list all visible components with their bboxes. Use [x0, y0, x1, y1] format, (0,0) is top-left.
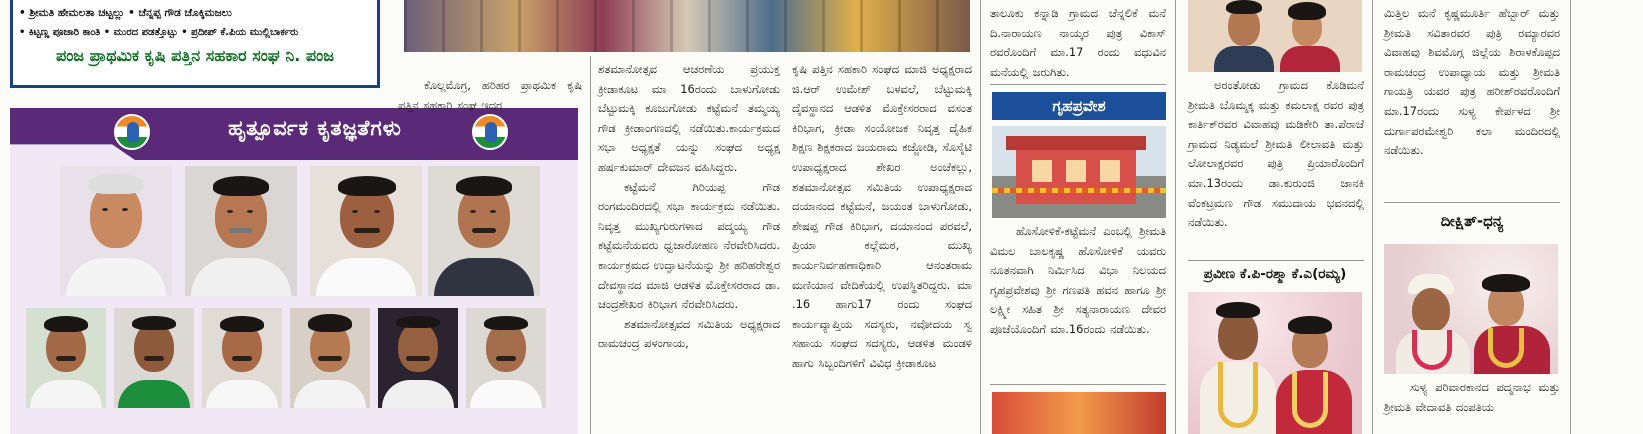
- article-paragraph: ಹೊಸೋಳಿಕೆ-ಕಟ್ಟೆಮನೆ ಎಂಬಲ್ಲಿ ಶ್ರೀಮತಿ ವಿಮಲ ಬಾಲಕೃಷ್ಣ ಹೊಸೋಳಿಕೆ ಯವರು ನೂತನವಾಗಿ ನಿರ್ಮಿಸಿದ ವಿಭಾ ನಿಲಯದ ಗೃಹಪ್ರವೇಶವು ಶ್ರೀ ಗಣಪತಿ ಹವನ ಹಾಗೂ ಶ್ರೀ ಲಕ್ಷ್ಮೀ ಸಹಿತ ಶ್ರೀ ಸತ್ಯನಾರಾಯಣ ದೇವರ ಪೂಜೆಯೊಂದಿಗೆ ಮಾ.16ರಂದು ನಡೆಯಿತು.: [990, 224, 1166, 336]
- col5-divider: [1188, 260, 1364, 261]
- article-paragraph: ಕೊಲ್ಲಮೊಗ್ರ, ಹರಿಹರ ಪ್ರಾಥಮಿಕ ಕೃಷಿ ಪತ್ತಿನ ಸಹಕಾರಿ ಸಂಘ ಇದರ: [398, 78, 582, 112]
- article-paragraph: ತಾಲೂಕು ಕನ್ನಾಡಿ ಗ್ರಾಮದ ಚೆನ್ನಲಿಕೆ ಮನೆ ದಿ.ನಾರಾಯಣ ನಾಯ್ಕರ ಪುತ್ರ ವಿಕಾಸ್ ರವರೊಂದಿಗೆ ಮಾ.17 ರಂದು ವಧುವಿನ ಮನೆಯಲ್ಲಿ ಜರುಗಿತು.: [990, 6, 1166, 79]
- article-col-5: [1188, 76, 1364, 233]
- couple-heading-dikshith: ದೀಕ್ಷಿತ್-ಧನ್ಯ: [1440, 212, 1504, 230]
- article-paragraph: ಅರಂತೋಡು ಗ್ರಾಮದ ಕೊಡಿಮನೆ ಶ್ರೀಮತಿ ಬೊಮ್ಮಕ್ಕ ಮತ್ತು ಕಮಲಾಕ್ಷ ರವರ ಪುತ್ರ ಕಾರ್ತಿಕ್‌ರವರ ವಿವಾಹವು ಮಡಿಕೇರಿ ತಾ.ಪೆರಾಜೆ ಗ್ರಾಮದ ನಿಡ್ಯಮಲೆ ಶ್ರೀಮತಿ ಲೀಲಾವತಿ ಮತ್ತು ಲೋಲಾಕ್ಷರವರ ಪುತ್ರಿ ಪ್ರಿಯಾರೊಂದಿಗೆ ಮಾ.13ರಂದು ಡಾ.ಕುರುಂಜಿ ಜಾನಕಿ ವೆಂಕಟ್ರಮಣ ಗೌಡ ಸಮುದಾಯ ಭವನದಲ್ಲಿ ನಡೆಯಿತು.: [1188, 78, 1364, 230]
- thanks-banner-text: ಹೃತ್ಪೂರ್ವಕ ಕೃತಜ್ಞತೆಗಳು: [228, 116, 402, 140]
- congress-hand-icon: [114, 114, 150, 150]
- leader-portrait-7: [202, 308, 282, 408]
- col4-next-photo: [992, 392, 1166, 434]
- ad-society-title: ಪಂಜ ಪ್ರಾಥಮಿಕ ಕೃಷಿ ಪತ್ತಿನ ಸಹಕಾರ ಸಂಘ ನಿ. ಪಂಜ: [55, 46, 335, 65]
- leader-portrait-10: [466, 308, 546, 408]
- article-paragraph: ಮಿತ್ತಿಲ ಮನೆ ಕೃಷ್ಣಮೂರ್ತಿ ಹೆಬ್ಬಾರ್ ಮತ್ತು ಶ್ರೀಮತಿ ಸವಿತಾರವರ ಪುತ್ರಿ ರಮ್ಯಾರವರ ವಿವಾಹವು ಶಿವಮೊಗ್ಗ ಜಿಲ್ಲೆಯ ಶಿರಾಳಕೊಪ್ಪದ ರಾಮಚಂದ್ರ ಉಪಾಧ್ಯಾಯ ಮತ್ತು ಶ್ರೀಮತಿ ಗಾಯತ್ರಿ ಯವರ ಪುತ್ರ ಹರೀಶ್‌ರವರೊಂದಿಗೆ ಮಾ.17ರಂದು ಸುಳ್ಯ ಕೇರ್ಪಳದ ಶ್ರೀ ದುರ್ಗಾಪರಮೇಶ್ವರಿ ಕಲಾ ಮಂದಿರದಲ್ಲಿ ನಡೆಯಿತು.: [1384, 6, 1560, 158]
- article-col-1: [398, 76, 582, 115]
- article-paragraph: ಶತಮಾನೋತ್ಸವದ ಸಮಿತಿಯ ಅಧ್ಯಕ್ಷರಾದ ರಾಮಚಂದ್ರ ಪಳಂಗಾಯ,: [598, 316, 780, 351]
- leader-portrait-5: [26, 308, 106, 408]
- ad-members-line-1: • ಶ್ರೀಮತಿ ಹೇಮಲತಾ ಚಟ್ಟಲ್ಲು • ಚೆನ್ನಪ್ಪ ಗೌಡ ಚೊಕ್ಕಿಮಜಲು: [19, 7, 232, 19]
- article-col-2: [598, 60, 780, 354]
- article-paragraph: ಕಟ್ಟೆಮನೆ ಗಿರಿಯಪ್ಪ ಗೌಡ ರಂಗಮಂದಿರದಲ್ಲಿ ಸಭಾ ಕಾರ್ಯಕ್ರಮ ನಡೆಯಿತು. ನಿವೃತ್ತ ಮುಖ್ಯಗುರುಗಳಾದ ಪದ್ಮಯ್ಯ ಗೌಡ ಕಟ್ಟೆಮನೆಯವರು ಧ್ವಜಾರೋಹಣ ನೆರವೇರಿಸಿದರು. ಕಾರ್ಯಕ್ರಮದ ಉದ್ಘಾಟನೆಯನ್ನು ಶ್ರೀ ಹರಿಹರೇಶ್ವರ ದೇವಸ್ಥಾನದ ಮಾಜಿ ಆಡಳಿತ ಮೊಕ್ತೇಸರರಾದ ಡಾ. ಚಂದ್ರಶೇಖರ ಕಿರಿಭಾಗ ನೆರವೇರಿಸಿದರು.: [598, 179, 780, 312]
- leader-portrait-9: [378, 308, 458, 408]
- article-col-3: [792, 60, 972, 374]
- wedding-photo-top: [1188, 0, 1362, 72]
- event-photo-top: [404, 0, 970, 52]
- society-ad: [10, 0, 380, 88]
- leader-portrait-6: [114, 308, 194, 408]
- article-col-6-bottom: [1384, 378, 1560, 417]
- thanks-ad: [10, 108, 578, 434]
- wedding-photo-dikshith: [1384, 244, 1558, 374]
- article-col-4-top: [990, 4, 1166, 82]
- leader-portrait-2: [185, 166, 297, 296]
- leader-portrait-3: [310, 166, 422, 296]
- article-col-4: [990, 222, 1166, 340]
- article-paragraph: ಸುಳ್ಯ ಪರಿವಾರಕಾನದ ಪದ್ಮನಾಭ ಮತ್ತು ಶ್ರೀಮತಿ ವೇದಾವತಿ ದಂಪತಿಯ: [1384, 380, 1560, 414]
- ad-members-line-2: • ಕಿಟ್ಟಣ್ಣ ಪೂಜಾರಿ ಕಾಂತಿ • ಮುರದ ಪಡತ್ತೊಟ್ಟು • ಪ್ರದೀಪ್ ಕೆ.ಪಿಯ ಮುಲ್ಲಿಬಾರ್ಕರು: [19, 27, 299, 38]
- article-col-6: [1384, 4, 1560, 161]
- leader-portrait-4: [428, 166, 540, 296]
- article-paragraph: ಶತಮಾನೋತ್ಸವ ಆಚರಣೆಯ ಪ್ರಯುಕ್ತ ಕ್ರೀಡಾಕೂಟ ಮಾ 16ರಂದು ಬಾಳುಗೋಡು ಬೆಟ್ಟುಮಕ್ಕಿ ಕೂಜುಗೋಡು ಕಟ್ಟೆಮನೆ ತಮ್ಮಯ್ಯ ಗೌಡ ಕ್ರೀಡಾಂಗಣದಲ್ಲಿ ನಡೆಯಿತು.ಕಾರ್ಯಕ್ರಮದ ಸಭಾ ಅಧ್ಯಕ್ಷತೆ ಯನ್ನು ಸಂಘದ ಅಧ್ಯಕ್ಷ ಹರ್ಷಕುಮಾರ್ ದೇವಜನ ವಹಿಸಿದ್ದರು.: [598, 62, 780, 174]
- leader-portrait-1: [60, 166, 172, 296]
- col4-divider: [990, 84, 1166, 85]
- leader-portrait-8: [290, 308, 370, 408]
- couple-heading-praveena: ಪ್ರವೀಣ ಕೆ.ಪಿ-ರಶ್ಮಾ ಕೆ.ಎ(ರಮ್ಯ): [1203, 266, 1347, 282]
- col4-divider-bottom: [990, 384, 1166, 385]
- article-paragraph: ಕೃಷಿ ಪತ್ತಿನ ಸಹಕಾರಿ ಸಂಘದ ಮಾಜಿ ಅಧ್ಯಕ್ಷರಾದ ಜಿ.ಆರ್ ಉಮೇಶ್ ಬಳವಲೆ, ಬೆಟ್ಟುಮಕ್ಕಿ ದೈವಸ್ಥಾನದ ಆಡಳಿತ ಮೊಕ್ತೇಸರರಾದ ವಸಂತ ಕಿರಿಭಾಗ, ಕ್ರೀಡಾ ಸಂಯೋಜಕ ನಿವೃತ್ತ ದೈಹಿಕ ಶಿಕ್ಷಣ ಶಿಕ್ಷಕರಾದ ಜಯರಾಮ ಕಜ್ಜೋಡಿ, ಸೊಸೈಟಿ ಉಪಾಧ್ಯಕ್ಷರಾದ ಶೇಖರ ಅಂಚೆಕಲ್ಲು, ಶತಮಾನೋತ್ಸವ ಸಮಿತಿಯ ಉಪಾಧ್ಯಕ್ಷರಾದ ದಯಾನಂದ ಕಟ್ಟೆಮನೆ, ಜಯಂತ ಬಾಳುಗೋಡು, ಶೇಷಪ್ಪ ಗೌಡ ಕಿರಿಭಾಗ, ದಯಾನಂದ ಪರವಲೆ, ಪ್ರಿಯಾ ಕಲ್ಲೆಮಠ, ಮುಖ್ಯ ಕಾರ್ಯನಿರ್ವಹಣಾಧಿಕಾರಿ ಆನಂತರಾಮ ಮಣಿಯಾನ ವೇದಿಕೆಯಲ್ಲಿ ಉಪಸ್ಥಿತರಿದ್ದರು. ಮಾ .16 ಹಾಗು17 ರಂದು ಸಂಘದ ಕಾರ್ಯವ್ಯಾಪ್ತಿಯ ಸದಸ್ಯರು, ನವೋದಯ ಸ್ವ ಸಹಾಯ ಸಂಘದ ಸದಸ್ಯರು, ಆಡಳಿತ ಮಂಡಳಿ ಹಾಗು ಸಿಬ್ಬಂದಿಗಳಿಗೆ ವಿವಿಧ ಕ್ರೀಡಾಕೂಟ: [792, 62, 972, 370]
- section-title-grihapravesha: ಗೃಹಪ್ರವೇಶ: [992, 92, 1166, 120]
- house-photo: [992, 126, 1166, 218]
- wedding-photo-praveena: [1188, 292, 1362, 434]
- col6-divider: [1384, 202, 1560, 203]
- congress-hand-icon: [472, 114, 508, 150]
